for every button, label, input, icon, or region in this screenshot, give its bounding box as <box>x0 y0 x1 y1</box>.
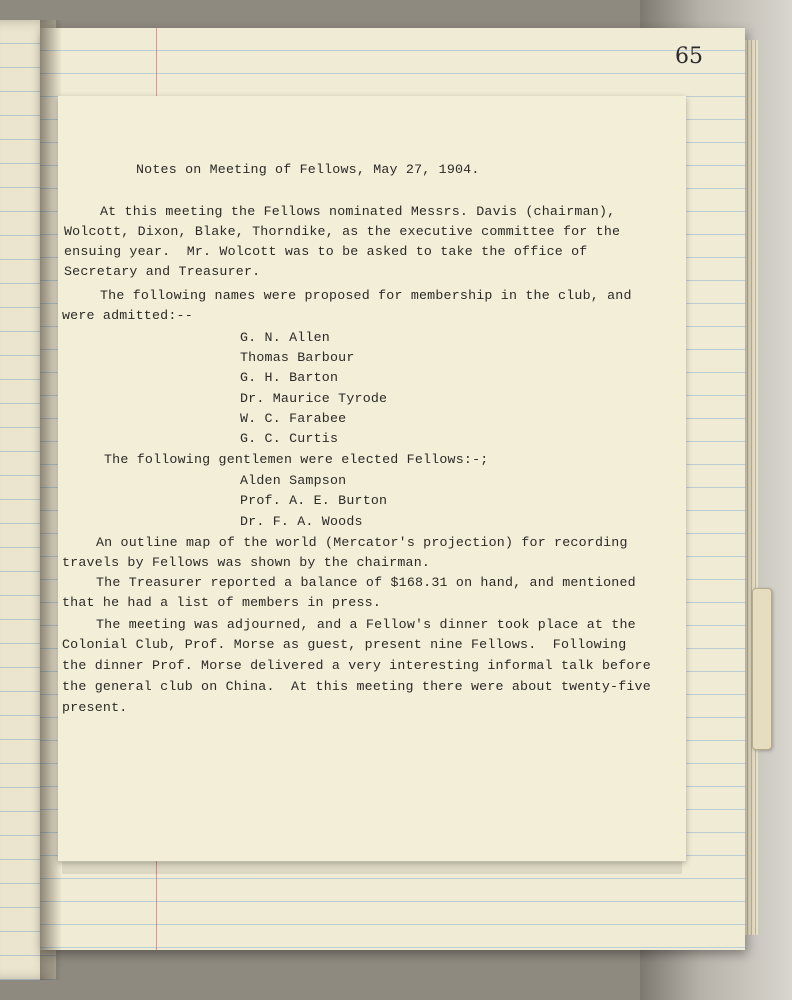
typed-notes <box>58 96 686 861</box>
para1-line: Wolcott, Dixon, Blake, Thorndike, as the executive committee for the <box>64 224 621 239</box>
fellow-name: Alden Sampson <box>240 473 347 488</box>
para2-line: The following names were proposed for membership in the club, and <box>100 288 632 303</box>
para1-line: ensuing year. Mr. Wolcott was to be asked to take the office of <box>64 244 588 259</box>
para1-line: Secretary and Treasurer. <box>64 264 261 279</box>
sheet-shadow <box>62 862 682 874</box>
para5-line: The Treasurer reported a balance of $168.31 on hand, and mentioned <box>96 575 636 590</box>
member-name: G. C. Curtis <box>240 431 339 446</box>
para6-line: The meeting was adjourned, and a Fellow's dinner took place at the <box>96 617 636 632</box>
member-name: W. C. Farabee <box>240 411 347 426</box>
member-name: G. N. Allen <box>240 330 330 345</box>
para6-line: the dinner Prof. Morse delivered a very interesting informal talk before <box>62 658 651 673</box>
fellow-name: Dr. F. A. Woods <box>240 514 363 529</box>
para2-line: were admitted:-- <box>62 308 193 323</box>
para5-line: that he had a list of members in press. <box>62 595 381 610</box>
page-number: 65 <box>675 44 703 69</box>
fellow-name: Prof. A. E. Burton <box>240 493 388 508</box>
para6-line: present. <box>62 700 128 715</box>
para4-line: An outline map of the world (Mercator's projection) for recording <box>96 535 628 550</box>
para4-line: travels by Fellows was shown by the chairman. <box>62 555 431 570</box>
para6-line: the general club on China. At this meeting there were about twenty-five <box>62 679 651 694</box>
member-name: Thomas Barbour <box>240 350 355 365</box>
para6-line: Colonial Club, Prof. Morse as guest, present nine Fellows. Following <box>62 637 627 652</box>
paper-tab <box>752 588 772 750</box>
para1-line: At this meeting the Fellows nominated Messrs. Davis (chairman), <box>100 204 616 219</box>
note-title: Notes on Meeting of Fellows, May 27, 1904. <box>136 162 480 177</box>
typed-sheet <box>58 96 686 861</box>
member-name: Dr. Maurice Tyrode <box>240 391 388 406</box>
para3-line: The following gentlemen were elected Fellows:-; <box>104 452 489 467</box>
member-name: G. H. Barton <box>240 370 339 385</box>
